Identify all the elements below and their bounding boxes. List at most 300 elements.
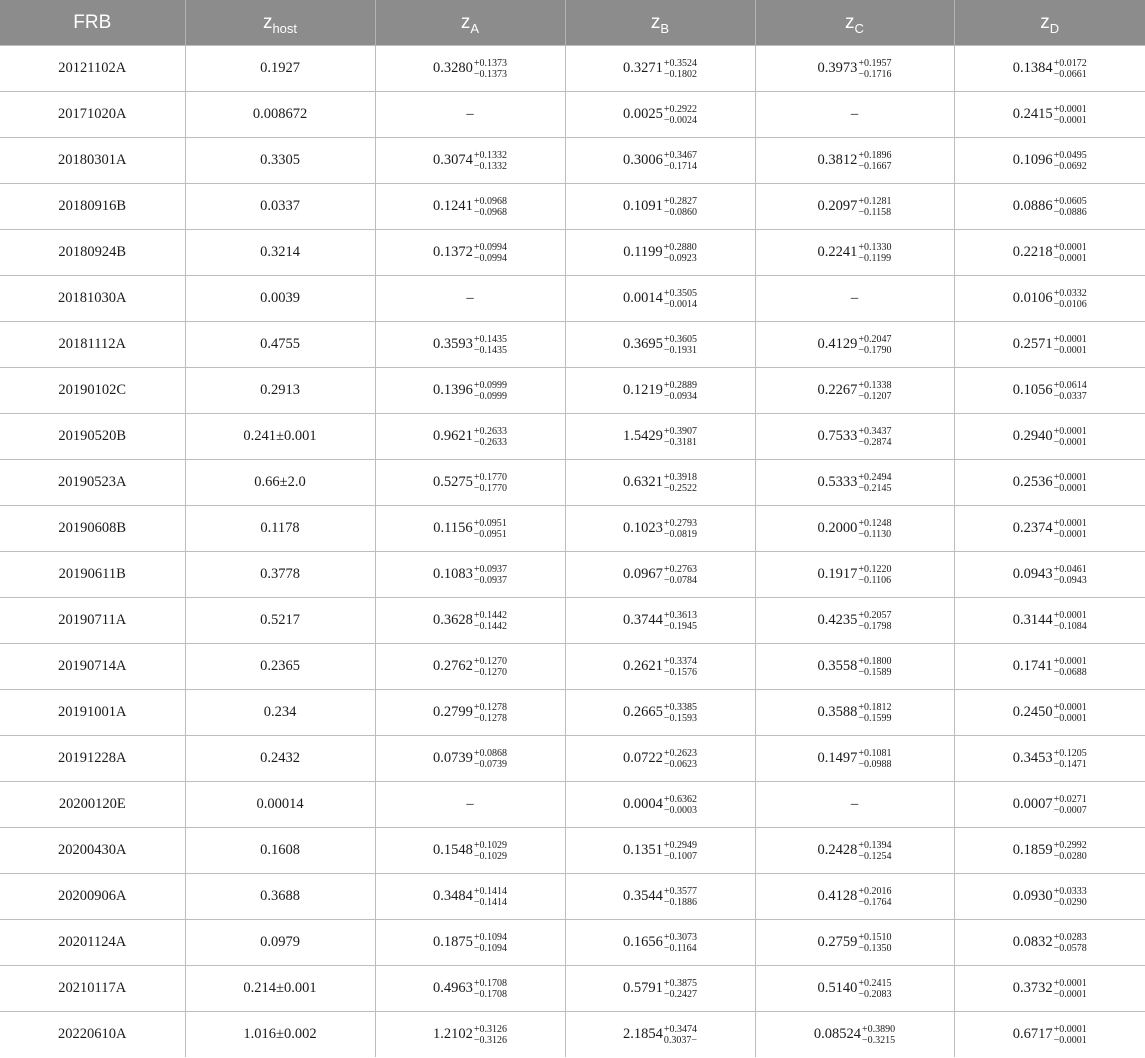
value: 0.7533 — [817, 428, 858, 444]
upper-error: +0.3385 — [663, 701, 697, 713]
value: 0.3695 — [622, 336, 663, 352]
cell-frb: 20171020A — [0, 92, 185, 138]
upper-error: +0.0495 — [1053, 149, 1087, 161]
cell-z-d — [954, 874, 1145, 920]
value: 0.0025 — [622, 106, 663, 122]
asymmetric-error — [1054, 610, 1087, 632]
cell-frb: 20190102C — [0, 368, 185, 414]
asymmetric-error — [1054, 702, 1087, 724]
cell-z-b — [565, 230, 755, 276]
cell-z-host: 0.66±2.0 — [185, 460, 375, 506]
lower-error: −0.1373 — [473, 68, 507, 80]
lower-error: −0.1199 — [858, 252, 892, 264]
value: 0.3973 — [817, 60, 858, 76]
value: 0.5140 — [817, 980, 858, 996]
lower-error: −0.0688 — [1053, 666, 1087, 678]
value: 0.3484 — [432, 888, 473, 904]
cell-z-host: 0.3305 — [185, 138, 375, 184]
value: 0.08524 — [813, 1026, 861, 1042]
upper-error: +0.1770 — [473, 471, 507, 483]
lower-error: −0.0001 — [1053, 344, 1087, 356]
asymmetric-error — [858, 518, 891, 540]
cell-z-host: 0.214±0.001 — [185, 966, 375, 1012]
value: 0.1091 — [622, 198, 663, 214]
cell-z-d — [954, 598, 1145, 644]
lower-error: −0.1084 — [1053, 620, 1087, 632]
lower-error: −0.1414 — [473, 896, 507, 908]
upper-error: +0.3875 — [663, 977, 697, 989]
value: 1.2102 — [432, 1026, 473, 1042]
upper-error: +0.0332 — [1053, 287, 1087, 299]
header-frb: FRB — [0, 0, 185, 46]
value: 0.3271 — [622, 60, 663, 76]
cell-z-c — [755, 828, 954, 874]
lower-error: −0.1270 — [473, 666, 507, 678]
table-row — [0, 414, 1145, 460]
asymmetric-error — [664, 426, 697, 448]
value: 0.2450 — [1012, 704, 1053, 720]
lower-error: −0.0819 — [663, 528, 697, 540]
upper-error: +0.0951 — [473, 517, 507, 529]
asymmetric-error — [664, 978, 697, 1000]
asymmetric-error — [664, 564, 697, 586]
upper-error: +0.0999 — [473, 379, 507, 391]
lower-error: −0.0001 — [1053, 436, 1087, 448]
cell-z-a — [375, 598, 565, 644]
lower-error: −0.3126 — [473, 1034, 507, 1046]
lower-error: −0.1931 — [663, 344, 697, 356]
upper-error: +0.3605 — [663, 333, 697, 345]
cell-z-b — [565, 690, 755, 736]
value: 0.3593 — [432, 336, 473, 352]
upper-error: +0.2016 — [858, 885, 892, 897]
upper-error: +0.1708 — [473, 977, 507, 989]
cell-z-host: 1.016±0.002 — [185, 1012, 375, 1058]
cell-z-c — [755, 138, 954, 184]
value: 2.1854 — [622, 1026, 663, 1042]
upper-error: +0.1957 — [858, 57, 892, 69]
cell-z-host: 0.241±0.001 — [185, 414, 375, 460]
lower-error: −0.1106 — [858, 574, 892, 586]
asymmetric-error — [1054, 840, 1087, 862]
upper-error: +0.1812 — [858, 701, 892, 713]
cell-z-c — [755, 506, 954, 552]
asymmetric-error — [1054, 288, 1087, 310]
cell-z-b — [565, 644, 755, 690]
cell-z-b — [565, 598, 755, 644]
lower-error: −0.0003 — [663, 804, 697, 816]
upper-error: +0.0271 — [1053, 793, 1087, 805]
asymmetric-error — [664, 58, 697, 80]
cell-frb: 20200430A — [0, 828, 185, 874]
table-row — [0, 46, 1145, 92]
table-row — [0, 230, 1145, 276]
lower-error: −0.0860 — [663, 206, 697, 218]
upper-error: +0.3613 — [663, 609, 697, 621]
lower-error: −0.1667 — [858, 160, 892, 172]
lower-error: −0.1278 — [473, 712, 507, 724]
table-body — [0, 46, 1145, 1058]
lower-error: −0.0739 — [473, 758, 507, 770]
cell-z-c — [755, 690, 954, 736]
lower-error: −0.1332 — [473, 160, 507, 172]
upper-error: +0.2763 — [663, 563, 697, 575]
cell-z-c — [755, 414, 954, 460]
upper-error: +0.2793 — [663, 517, 697, 529]
lower-error: −0.0578 — [1053, 942, 1087, 954]
asymmetric-error — [664, 288, 697, 310]
cell-frb: 20190611B — [0, 552, 185, 598]
cell-z-b — [565, 736, 755, 782]
upper-error: +0.0614 — [1053, 379, 1087, 391]
cell-z-b — [565, 184, 755, 230]
cell-z-d — [954, 184, 1145, 230]
upper-error: +0.0937 — [473, 563, 507, 575]
cell-frb: 20210117A — [0, 966, 185, 1012]
cell-frb: 20190711A — [0, 598, 185, 644]
upper-error: +0.0001 — [1053, 517, 1087, 529]
value: 1.5429 — [622, 428, 663, 444]
value: 0.1083 — [432, 566, 473, 582]
value: 0.0943 — [1012, 566, 1053, 582]
lower-error: −0.0661 — [1053, 68, 1087, 80]
table-row — [0, 782, 1145, 828]
asymmetric-error — [862, 1024, 895, 1046]
value: 0.6321 — [622, 474, 663, 490]
cell-frb: 20181030A — [0, 276, 185, 322]
cell-z-b — [565, 368, 755, 414]
cell-z-b — [565, 46, 755, 92]
value: 0.1351 — [622, 842, 663, 858]
cell-z-c — [755, 184, 954, 230]
header-z-host: $z_{host}$ — [185, 0, 375, 46]
table-row — [0, 460, 1145, 506]
asymmetric-error — [664, 886, 697, 908]
asymmetric-error — [474, 242, 507, 264]
upper-error: +0.2057 — [858, 609, 892, 621]
table-row — [0, 368, 1145, 414]
asymmetric-error — [474, 58, 507, 80]
value: 0.3544 — [622, 888, 663, 904]
table-row — [0, 138, 1145, 184]
value: 0.1917 — [817, 566, 858, 582]
cell-z-host: 0.008672 — [185, 92, 375, 138]
table-row — [0, 598, 1145, 644]
asymmetric-error — [858, 748, 891, 770]
asymmetric-error — [474, 656, 507, 678]
lower-error: −0.0001 — [1053, 482, 1087, 494]
value: 0.3628 — [432, 612, 473, 628]
value: – — [466, 290, 474, 307]
cell-frb: 20180301A — [0, 138, 185, 184]
lower-error: −0.0784 — [663, 574, 697, 586]
upper-error: +0.1029 — [473, 839, 507, 851]
asymmetric-error — [474, 150, 507, 172]
table-row — [0, 644, 1145, 690]
cell-z-host: 0.2432 — [185, 736, 375, 782]
upper-error: +0.3467 — [663, 149, 697, 161]
lower-error: −0.0014 — [663, 298, 697, 310]
cell-z-a — [375, 368, 565, 414]
cell-z-a — [375, 506, 565, 552]
upper-error: +0.1205 — [1053, 747, 1087, 759]
upper-error: +0.1338 — [858, 379, 892, 391]
cell-z-d — [954, 1012, 1145, 1058]
lower-error: −0.3181 — [663, 436, 697, 448]
asymmetric-error — [858, 564, 891, 586]
upper-error: +0.2992 — [1053, 839, 1087, 851]
asymmetric-error — [664, 702, 697, 724]
cell-frb: 20190520B — [0, 414, 185, 460]
cell-z-a — [375, 322, 565, 368]
cell-z-a — [375, 414, 565, 460]
asymmetric-error — [664, 518, 697, 540]
cell-z-c — [755, 966, 954, 1012]
asymmetric-error — [474, 518, 507, 540]
asymmetric-error — [858, 196, 891, 218]
cell-z-c — [755, 644, 954, 690]
cell-frb: 20201124A — [0, 920, 185, 966]
value: 0.0930 — [1012, 888, 1053, 904]
lower-error: −0.0623 — [663, 758, 697, 770]
table-row — [0, 506, 1145, 552]
asymmetric-error — [474, 840, 507, 862]
lower-error: −0.0106 — [1053, 298, 1087, 310]
asymmetric-error — [858, 334, 891, 356]
lower-error: −0.1716 — [858, 68, 892, 80]
value: 0.4129 — [817, 336, 858, 352]
upper-error: +0.0172 — [1053, 57, 1087, 69]
cell-z-host: 0.234 — [185, 690, 375, 736]
value: 0.1396 — [432, 382, 473, 398]
table-row — [0, 1012, 1145, 1058]
value: 0.1859 — [1012, 842, 1053, 858]
cell-z-d — [954, 690, 1145, 736]
cell-z-a — [375, 828, 565, 874]
upper-error: +0.0001 — [1053, 425, 1087, 437]
table-row — [0, 920, 1145, 966]
lower-error: −0.1576 — [663, 666, 697, 678]
lower-error: −0.1254 — [858, 850, 892, 862]
value: 0.3280 — [432, 60, 473, 76]
lower-error: −0.1435 — [473, 344, 507, 356]
value: 0.3732 — [1012, 980, 1053, 996]
lower-error: −0.1007 — [663, 850, 697, 862]
upper-error: +0.0994 — [473, 241, 507, 253]
cell-z-a — [375, 92, 565, 138]
cell-frb: 20191228A — [0, 736, 185, 782]
lower-error: −0.0337 — [1053, 390, 1087, 402]
asymmetric-error — [1054, 518, 1087, 540]
cell-frb: 20190608B — [0, 506, 185, 552]
asymmetric-error — [664, 748, 697, 770]
cell-z-a — [375, 690, 565, 736]
upper-error: +0.3907 — [663, 425, 697, 437]
cell-z-c — [755, 552, 954, 598]
upper-error: +0.2494 — [858, 471, 892, 483]
lower-error: −0.1714 — [663, 160, 697, 172]
lower-error: −0.0943 — [1053, 574, 1087, 586]
upper-error: +0.1081 — [858, 747, 892, 759]
value: 0.2218 — [1012, 244, 1053, 260]
lower-error: −0.0886 — [1053, 206, 1087, 218]
cell-z-b — [565, 552, 755, 598]
upper-error: +0.3126 — [473, 1023, 507, 1035]
value: 0.6717 — [1012, 1026, 1053, 1042]
upper-error: +0.3073 — [663, 931, 697, 943]
cell-z-host: 0.1178 — [185, 506, 375, 552]
cell-z-d — [954, 368, 1145, 414]
upper-error: +0.2623 — [663, 747, 697, 759]
value: 0.0106 — [1012, 290, 1053, 306]
upper-error: +0.1896 — [858, 149, 892, 161]
cell-z-a — [375, 1012, 565, 1058]
cell-z-d — [954, 460, 1145, 506]
upper-error: +0.2922 — [663, 103, 697, 115]
value: 0.3006 — [622, 152, 663, 168]
upper-error: +0.1278 — [473, 701, 507, 713]
asymmetric-error — [1054, 794, 1087, 816]
upper-error: +0.2880 — [663, 241, 697, 253]
lower-error: −0.0001 — [1053, 988, 1087, 1000]
table-row — [0, 184, 1145, 230]
lower-error: −0.0923 — [663, 252, 697, 264]
lower-error: −0.1764 — [858, 896, 892, 908]
table-row — [0, 92, 1145, 138]
asymmetric-error — [1054, 242, 1087, 264]
value: 0.1548 — [432, 842, 473, 858]
lower-error: −0.1886 — [663, 896, 697, 908]
asymmetric-error — [1054, 150, 1087, 172]
asymmetric-error — [474, 978, 507, 1000]
asymmetric-error — [858, 242, 891, 264]
asymmetric-error — [664, 150, 697, 172]
asymmetric-error — [664, 472, 697, 494]
value: 0.0014 — [622, 290, 663, 306]
cell-frb: 20190523A — [0, 460, 185, 506]
table-row — [0, 276, 1145, 322]
cell-z-d — [954, 966, 1145, 1012]
cell-z-c — [755, 598, 954, 644]
asymmetric-error — [1054, 1024, 1087, 1046]
cell-z-a — [375, 874, 565, 920]
upper-error: +0.2889 — [663, 379, 697, 391]
lower-error: −0.0001 — [1053, 114, 1087, 126]
lower-error: −0.3215 — [861, 1034, 896, 1046]
cell-z-a — [375, 138, 565, 184]
header-z-d: $z_D$ — [954, 0, 1145, 46]
cell-z-host: 0.1608 — [185, 828, 375, 874]
asymmetric-error — [474, 932, 507, 954]
asymmetric-error — [858, 610, 891, 632]
cell-z-host: 0.3778 — [185, 552, 375, 598]
upper-error: +0.0605 — [1053, 195, 1087, 207]
cell-z-b — [565, 460, 755, 506]
value: 0.0739 — [432, 750, 473, 766]
asymmetric-error — [474, 380, 507, 402]
upper-error: +0.0001 — [1053, 241, 1087, 253]
asymmetric-error — [858, 840, 891, 862]
cell-z-host: 0.2913 — [185, 368, 375, 414]
upper-error: +0.2949 — [663, 839, 697, 851]
lower-error: −0.1130 — [858, 528, 892, 540]
asymmetric-error — [664, 380, 697, 402]
upper-error: +0.0333 — [1053, 885, 1087, 897]
value: 0.2762 — [432, 658, 473, 674]
header-z-a: $z_A$ — [375, 0, 565, 46]
asymmetric-error — [664, 1024, 697, 1046]
value: 0.2000 — [817, 520, 858, 536]
value: 0.2665 — [622, 704, 663, 720]
value: 0.2621 — [622, 658, 663, 674]
value: 0.1656 — [622, 934, 663, 950]
asymmetric-error — [1054, 334, 1087, 356]
cell-z-host: 0.2365 — [185, 644, 375, 690]
cell-z-b — [565, 1012, 755, 1058]
lower-error: −0.0692 — [1053, 160, 1087, 172]
cell-frb: 20200120E — [0, 782, 185, 828]
value: 0.1156 — [433, 520, 473, 536]
upper-error: +0.0001 — [1053, 471, 1087, 483]
upper-error: +0.0001 — [1053, 701, 1087, 713]
upper-error: +0.0968 — [473, 195, 507, 207]
lower-error: −0.0001 — [1053, 1034, 1087, 1046]
cell-frb: 20191001A — [0, 690, 185, 736]
asymmetric-error — [1054, 58, 1087, 80]
lower-error: −0.0007 — [1053, 804, 1087, 816]
asymmetric-error — [858, 150, 891, 172]
asymmetric-error — [858, 58, 891, 80]
cell-frb: 20181112A — [0, 322, 185, 368]
lower-error: −0.1589 — [858, 666, 892, 678]
upper-error: +0.0001 — [1053, 609, 1087, 621]
asymmetric-error — [474, 748, 507, 770]
value: 0.1219 — [622, 382, 663, 398]
asymmetric-error — [474, 702, 507, 724]
value: 0.2571 — [1012, 336, 1053, 352]
upper-error: +0.6362 — [663, 793, 697, 805]
upper-error: +0.0001 — [1053, 103, 1087, 115]
value: 0.2799 — [432, 704, 473, 720]
upper-error: +0.1270 — [473, 655, 507, 667]
cell-z-b — [565, 782, 755, 828]
asymmetric-error — [858, 472, 891, 494]
lower-error: −0.0001 — [1053, 528, 1087, 540]
value: 0.1096 — [1012, 152, 1053, 168]
upper-error: +0.0001 — [1053, 1023, 1087, 1035]
asymmetric-error — [1054, 564, 1087, 586]
value: 0.1023 — [622, 520, 663, 536]
upper-error: +0.1220 — [858, 563, 892, 575]
cell-frb: 20190714A — [0, 644, 185, 690]
lower-error: −0.1350 — [858, 942, 892, 954]
lower-error: −0.0937 — [473, 574, 507, 586]
cell-z-a — [375, 460, 565, 506]
lower-error: −0.0988 — [858, 758, 892, 770]
asymmetric-error — [1054, 426, 1087, 448]
asymmetric-error — [664, 610, 697, 632]
upper-error: +0.2633 — [473, 425, 507, 437]
cell-z-d — [954, 736, 1145, 782]
asymmetric-error — [474, 196, 507, 218]
asymmetric-error — [474, 1024, 507, 1046]
cell-z-a — [375, 920, 565, 966]
upper-error: +0.3524 — [663, 57, 697, 69]
cell-z-host: 0.0039 — [185, 276, 375, 322]
lower-error: −0.0968 — [473, 206, 507, 218]
cell-z-host: 0.0979 — [185, 920, 375, 966]
asymmetric-error — [474, 472, 507, 494]
